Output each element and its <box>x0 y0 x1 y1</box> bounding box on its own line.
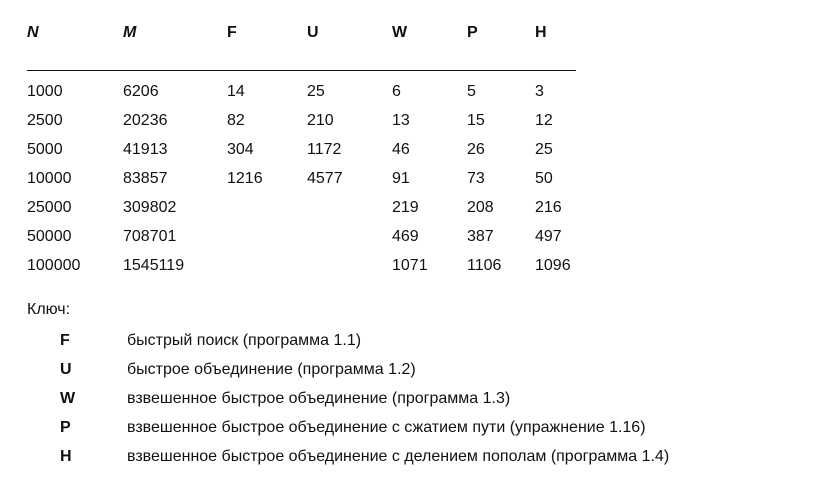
header-w: W <box>392 24 408 41</box>
header-f: F <box>227 24 237 41</box>
cell-m: 1545119 <box>123 257 185 274</box>
header-u: U <box>307 24 319 41</box>
cell-w: 1071 <box>392 257 428 274</box>
key-item-u <box>60 359 830 388</box>
cell-p: 73 <box>467 170 485 187</box>
cell-p: 208 <box>467 199 494 216</box>
table-header-row <box>27 20 577 45</box>
header-h: H <box>535 24 547 41</box>
cell-n: 5000 <box>27 141 63 158</box>
cell-h: 216 <box>535 199 562 216</box>
cell-f: 304 <box>227 141 254 158</box>
key-letter-p: P <box>60 419 71 436</box>
cell-w: 91 <box>392 170 410 187</box>
key-item-w <box>60 388 830 417</box>
key-list <box>60 330 830 475</box>
table-row <box>27 251 577 280</box>
cell-n: 25000 <box>27 199 72 216</box>
key-description-w: взвешенное быстрое объединение (программа 1.3) <box>127 390 511 407</box>
header-p: P <box>467 24 478 41</box>
key-description-u: быстрое объединение (программа 1.2) <box>127 361 416 378</box>
cell-n: 100000 <box>27 257 81 274</box>
cell-p: 387 <box>467 228 494 245</box>
table-row <box>27 222 577 251</box>
cell-w: 6 <box>392 83 401 100</box>
cell-u: 1172 <box>307 141 342 158</box>
cell-h: 50 <box>535 170 553 187</box>
cell-f: 14 <box>227 83 245 100</box>
cell-n: 2500 <box>27 112 63 129</box>
key-description-p: взвешенное быстрое объединение с сжатием пути (упражнение 1.16) <box>127 419 646 436</box>
table-row <box>27 193 577 222</box>
table-row <box>27 77 577 106</box>
key-description-f: быстрый поиск (программа 1.1) <box>127 332 362 349</box>
key-letter-w: W <box>60 390 76 407</box>
cell-h: 3 <box>535 83 544 100</box>
cell-n: 10000 <box>27 170 72 187</box>
cell-h: 12 <box>535 112 553 129</box>
key-item-f <box>60 330 830 359</box>
cell-m: 708701 <box>123 228 177 245</box>
table-row <box>27 135 577 164</box>
cell-m: 41913 <box>123 141 168 158</box>
cell-f: 1216 <box>227 170 263 187</box>
key-item-h <box>60 446 830 475</box>
cell-f: 82 <box>227 112 245 129</box>
cell-m: 6206 <box>123 83 159 100</box>
cell-u: 210 <box>307 112 334 129</box>
cell-m: 309802 <box>123 199 177 216</box>
key-description-h: взвешенное быстрое объединение с делением пополам (программа 1.4) <box>127 448 670 465</box>
cell-w: 219 <box>392 199 419 216</box>
table-body <box>27 77 577 280</box>
cell-h: 25 <box>535 141 553 158</box>
table-row <box>27 164 577 193</box>
cell-w: 13 <box>392 112 410 129</box>
key-letter-h: H <box>60 448 72 465</box>
key-letter-f: F <box>60 332 70 349</box>
header-divider <box>27 70 576 71</box>
key-title: Ключ: <box>27 301 71 318</box>
cell-u: 25 <box>307 83 325 100</box>
cell-u: 4577 <box>307 170 343 187</box>
performance-table <box>27 20 577 274</box>
key-letter-u: U <box>60 361 72 378</box>
cell-w: 469 <box>392 228 419 245</box>
cell-n: 1000 <box>27 83 63 100</box>
cell-m: 83857 <box>123 170 168 187</box>
cell-h: 497 <box>535 228 562 245</box>
table-row <box>27 106 577 135</box>
cell-w: 46 <box>392 141 410 158</box>
header-m: M <box>123 24 137 41</box>
cell-p: 15 <box>467 112 485 129</box>
header-n: N <box>27 24 39 41</box>
cell-p: 1106 <box>467 257 502 274</box>
cell-h: 1096 <box>535 257 571 274</box>
key-item-p <box>60 417 830 446</box>
cell-p: 26 <box>467 141 485 158</box>
cell-n: 50000 <box>27 228 72 245</box>
cell-m: 20236 <box>123 112 168 129</box>
cell-p: 5 <box>467 83 476 100</box>
